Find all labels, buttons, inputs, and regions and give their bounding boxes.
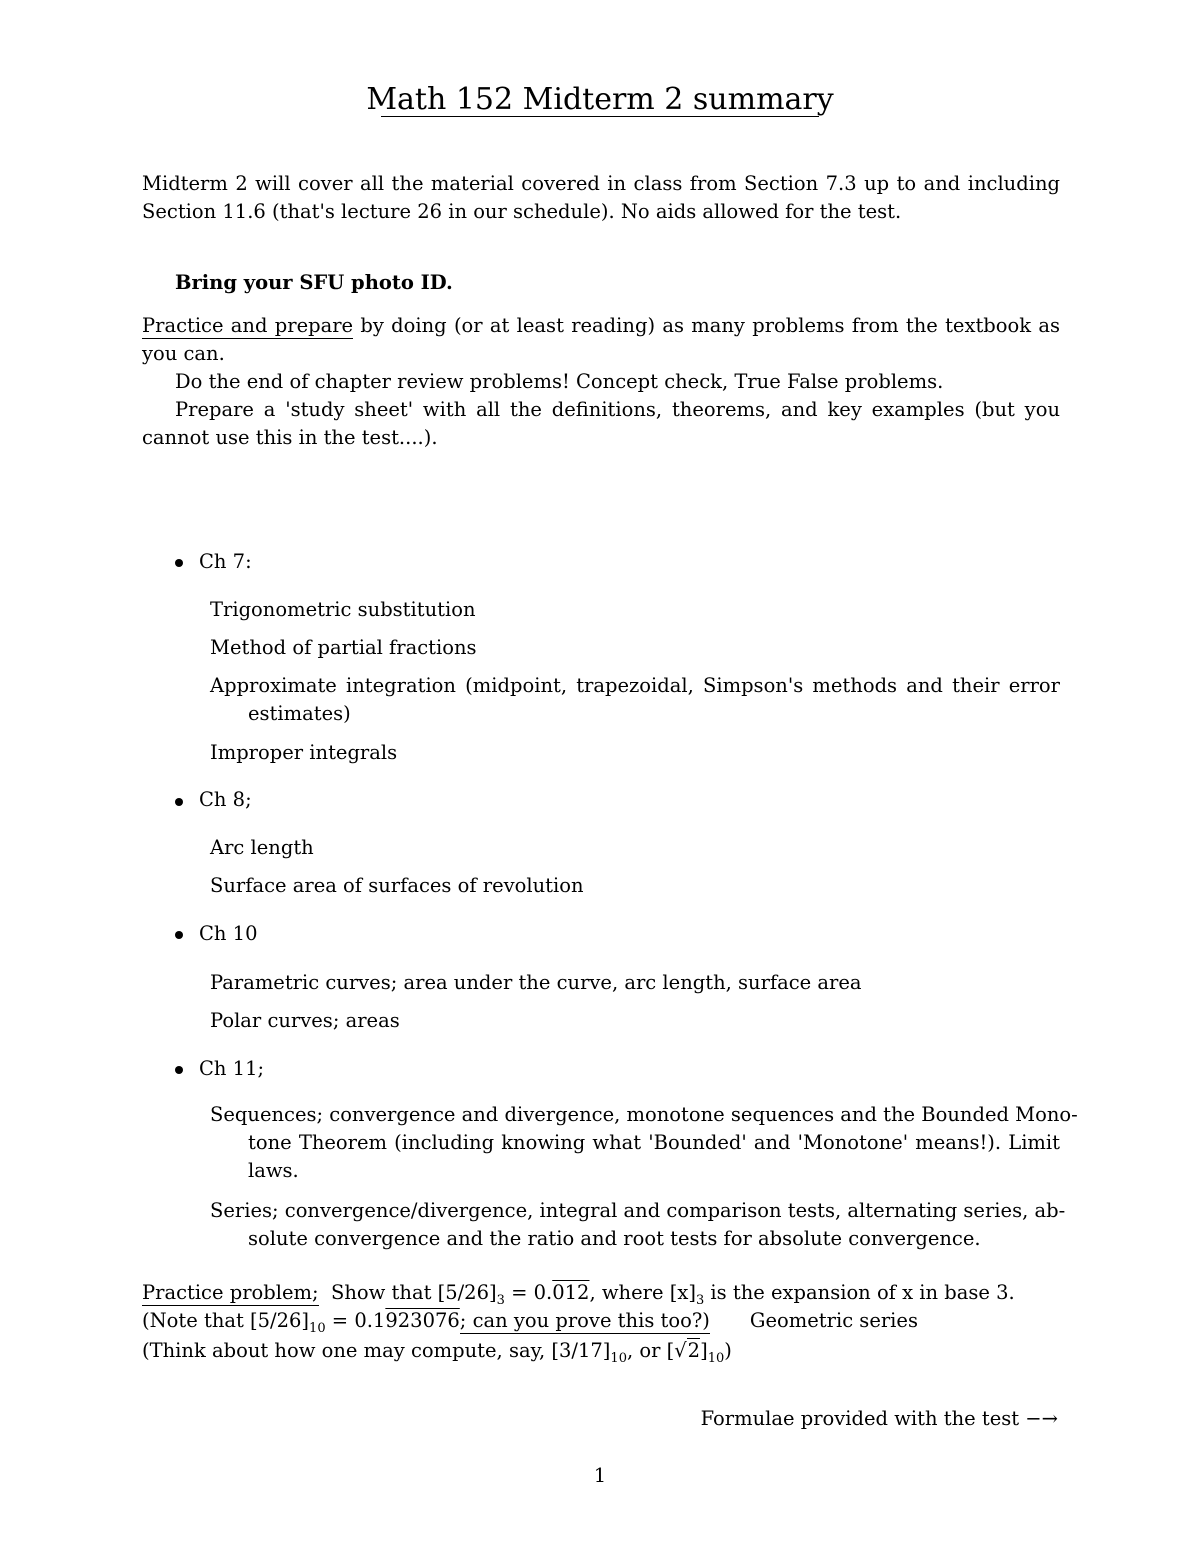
formulae-note: Formulae provided with the test −→ — [700, 1407, 1058, 1430]
practice-underlined: Practice and prepare — [142, 314, 354, 337]
intro-line-1: Midterm 2 will cover all the material covered in class from Section 7.3 up to and including — [142, 172, 1060, 195]
note-text: (Note that [5/26] — [142, 1309, 310, 1332]
problem-text: , where [x] — [589, 1281, 696, 1304]
note-text: = 0.1 — [325, 1309, 386, 1332]
think-line — [142, 1337, 732, 1373]
ch7-item-3-line-2: estimates) — [248, 702, 351, 725]
ch7-heading: Ch 7: — [199, 550, 252, 573]
ch10-item-1: Parametric curves; area under the curve, arc length, surface area — [210, 971, 862, 994]
page-number: 1 — [593, 1464, 607, 1487]
practice-problem-label: Practice problem; — [142, 1281, 319, 1304]
bullet-icon — [175, 1066, 183, 1074]
practice-line-1 — [142, 312, 1060, 340]
problem-text: is the expansion of x in base 3. — [704, 1281, 1015, 1304]
ch7-item-3-line-1: Approximate integration (midpoint, trapezoidal, Simpson's methods and their error — [210, 674, 1060, 697]
ch11-sequences-line-3: laws. — [248, 1159, 299, 1182]
note-text: ; can you prove this too?) — [459, 1309, 710, 1332]
ch8-item-2: Surface area of surfaces of revolution — [210, 874, 584, 897]
bring-id-notice: Bring your SFU photo ID. — [175, 271, 453, 294]
sqrt-radicand: 2 — [687, 1339, 701, 1362]
page-title: Math 152 Midterm 2 summary — [366, 82, 834, 117]
subscript: 10 — [309, 1320, 326, 1336]
ch7-item-2: Method of partial fractions — [210, 636, 477, 659]
ch8-heading: Ch 8; — [199, 788, 252, 811]
ch8-item-1: Arc length — [210, 836, 314, 859]
ch10-heading: Ch 10 — [199, 922, 258, 945]
problem-text: = 0. — [504, 1281, 553, 1304]
ch11-sequences-line-1: Sequences; convergence and divergence, monotone sequences and the Bounded Mono- — [210, 1103, 1078, 1126]
review-line: Do the end of chapter review problems! Concept check, True False problems. — [175, 370, 944, 393]
geometric-series-hint: Geometric series — [749, 1309, 918, 1332]
study-sheet-line-2: cannot use this in the test....). — [142, 426, 438, 449]
title-underline — [381, 116, 819, 117]
intro-line-2: Section 11.6 (that's lecture 26 in our schedule). No aids allowed for the test. — [142, 200, 902, 223]
repeating-digits: 923076 — [385, 1309, 460, 1332]
practice-line-1-rest: by doing (or at least reading) as many problems from the textbook as — [353, 314, 1061, 337]
bullet-icon — [175, 931, 183, 939]
repeating-digits: 012 — [552, 1281, 590, 1304]
ch11-heading: Ch 11; — [199, 1057, 265, 1080]
subscript: 10 — [610, 1350, 627, 1366]
study-sheet-line-1: Prepare a 'study sheet' with all the definitions, theorems, and key examples (but you — [175, 398, 1060, 421]
bullet-icon — [175, 559, 183, 567]
problem-text: Show that [5/26] — [331, 1281, 497, 1304]
bullet-icon — [175, 798, 183, 806]
think-text: ) — [724, 1339, 732, 1362]
practice-line-2: you can. — [142, 342, 225, 365]
ch11-series-line-2: solute convergence and the ratio and root tests for absolute convergence. — [248, 1227, 981, 1250]
subscript: 3 — [496, 1292, 505, 1308]
subscript: 10 — [707, 1350, 725, 1366]
ch7-item-4: Improper integrals — [210, 741, 398, 764]
think-text: (Think about how one may compute, say, [3/17] — [142, 1339, 611, 1362]
ch11-sequences-line-2: tone Theorem (including knowing what 'Bounded' and 'Monotone' means!). Limit — [248, 1131, 1060, 1154]
think-text: , or [√ — [626, 1339, 687, 1362]
subscript: 3 — [695, 1292, 705, 1308]
ch10-item-2: Polar curves; areas — [210, 1009, 400, 1032]
ch11-series-line-1: Series; convergence/divergence, integral and comparison tests, alternating series, ab- — [210, 1199, 1066, 1222]
think-text: ] — [700, 1339, 708, 1362]
ch7-item-1: Trigonometric substitution — [210, 598, 476, 621]
